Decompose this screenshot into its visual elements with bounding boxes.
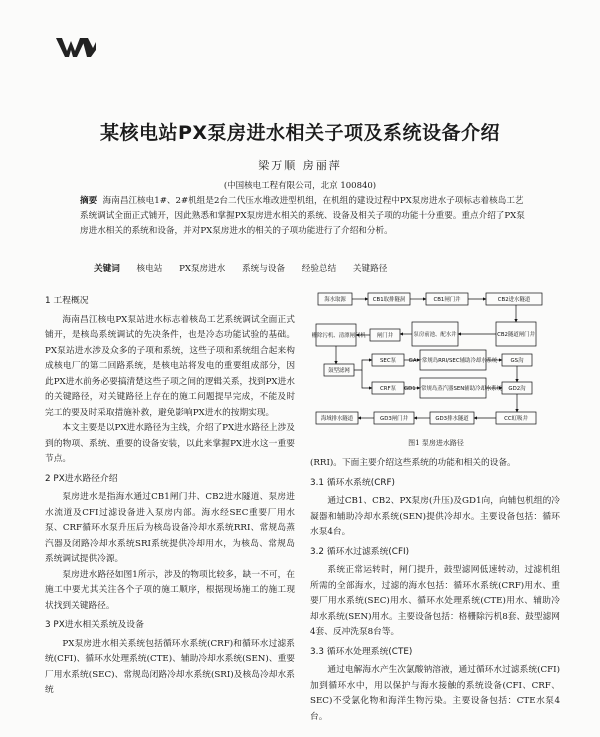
box-ga-system: GA一常规岛RRI/SEC辅助冷却水系统 [408, 358, 498, 364]
box-gd3-gate: GD3闸门井 [380, 416, 408, 422]
affiliation: (中国核电工程有限公司，北京 100840) [223, 181, 377, 191]
box-gd2-channel: GD2沟 [508, 386, 526, 392]
box-pump-forebay: 泵房前池、配水井 [413, 332, 457, 338]
keywords-label: 关键词 [94, 264, 120, 274]
keyword: 经验总结 [301, 264, 337, 274]
paragraph: 通过CB1、CB2、PX泵房(升压)及GD1向，向辅包机组的冷凝器和辅助冷却水系统(SEN)提供冷却水。主要设备包括：循环水泵4台。 [310, 496, 560, 537]
right-column [310, 456, 560, 725]
box-gd3-drain: GD3排水隧道 [435, 416, 469, 422]
keyword: 系统与设备 [242, 264, 286, 274]
paragraph: 本文主要是以PX进水路径为主线，介绍了PX进水路径上涉及到的物项、系统、重要的设备安装，以此来掌握PX进水这一重要节点。 [45, 423, 295, 464]
figure-caption: 图1 泵房进水路径 [408, 439, 464, 447]
keyword: PX泵房进水 [179, 264, 226, 274]
box-cb1-tunnel: CB1取排隧洞 [372, 297, 406, 303]
box-sea-drain: 海域排水隧道 [320, 416, 354, 422]
box-gs-channel: GS沟 [510, 358, 524, 364]
paragraph: (RRI)。下面主要介绍这些系统的功能和相关的设备。 [310, 458, 516, 468]
flow-diagram-svg [312, 288, 560, 440]
keyword: 关键路径 [352, 264, 388, 274]
authors: 梁万顺 房丽萍 [258, 159, 342, 172]
paragraph: 系统正常运转时，闸门提升，鼓型滤网低速转动，过滤机组所需的全部海水，过滤的海水包括：循环水系统(CRF)用水、重要厂用水系统(SEC)用水、循环水处理系统(CTE)用水、辅助冷却水系统(SEN)用水。主要设备包括：格栅除污机8套、鼓型滤网4套、反冲洗泵8台等。 [310, 565, 560, 637]
section-heading: 3.3 循环水处理系统(CTE) [310, 646, 413, 657]
box-cc-siphon: CC虹吸井 [504, 416, 528, 422]
abstract-text: 海南昌江核电1#、2#机组是2台二代压水堆改进型机组，在机组的建设过程中PX泵房进水子项标志着核岛工艺系统调试全面正式铺开，因此熟悉和掌握PX泵房进水相关的系统、设备及相关子项的功能十分重要。重点介绍了PX泵房进水相关的系统和设备，并对PX泵房进水的相关的子项功能进行了介绍和分析。 [80, 196, 525, 236]
box-grid-cleaner: 格栅除污机、清漂闸门机 [312, 333, 366, 339]
keyword: 核电站 [136, 264, 163, 274]
journal-logo [56, 36, 96, 58]
section-heading: 3.2 循环水过滤系统(CFI) [310, 546, 410, 557]
abstract [80, 194, 532, 239]
paragraph: 通过电解海水产生次氯酸钠溶液，通过循环水过滤系统(CFI)加到循环水中，用以保护与海水接触的系统设备(CFI、CRF、SEC)不受氯化物和海洋生物污染。主要设备包括：CTE水泵4台。 [310, 665, 560, 722]
section-heading: 3 PX进水相关系统及设备 [45, 620, 144, 630]
box-sea-intake: 海水取源 [324, 297, 346, 303]
box-cb1-gate: CB1闸门井 [433, 297, 461, 303]
paragraph: 泵房进水路径如图1所示，涉及的物项比较多，缺一不可，在施工中要尤其关注各个子项的施工顺序，根据现场施工的施工现状找到关键路径。 [45, 569, 295, 611]
box-sec-pump: SEC泵 [380, 358, 396, 364]
abstract-label: 摘要 [80, 196, 98, 206]
keywords [94, 262, 534, 276]
paper-title: 某核电站PX泵房进水相关子项及系统设备介绍 [99, 122, 501, 144]
section-heading: 2 PX进水路径介绍 [45, 473, 118, 484]
figure-flow-diagram [312, 288, 560, 440]
box-cb2-tunnel: CB2进水隧道 [497, 297, 531, 303]
paragraph: 泵房进水是指海水通过CB1闸门井、CB2进水隧道、泵房进水流道及CFI过滤设备进入泵房内部。海水经SEC重要厂用水泵、CRF循环水泵升压后为核岛设备冷却水系统RRI、常规岛蒸汽器及闭路冷却水系统SRI系统提供冷却用水，为核岛、常规岛系统调试提供冷源。 [45, 492, 295, 564]
box-drum-screen: 鼓型滤网 [328, 368, 350, 374]
left-column [45, 290, 295, 699]
section-heading: 1 工程概况 [45, 296, 89, 306]
paragraph: PX泵房进水相关系统包括循环水系统(CRF)和循环水过滤系统(CFI)、循环水处理系统(CTE)、辅助冷却水系统(SEN)、重要厂用水系统(SEC)、常规岛闭路冷却水系统(SRI)及核岛冷却水系统 [45, 638, 295, 695]
box-gd1-system: GD1一常规岛蒸汽器SEN辅助冷却水系统 [403, 386, 503, 392]
box-gate-well: 闸门井 [376, 333, 394, 339]
paragraph: 海南昌江核电PX泵站进水标志着核岛工艺系统调试全面正式铺开，是核岛系统调试的先决条件，也是冷态功能试验的基础。PX泵站进水涉及众多的子项和系统，这些子项和系统组合起来构成核电厂的第二回路系统，是核电站将发电的重要组成部分，因此PX进水前务必要搞清楚这些子项之间的逻辑关系，找到PX进水的关键路径，对关键路径上存在的施工问题提早完成，不能及时完工的要及时采取措施补救，避免影响PX进水的按期实现。 [45, 314, 295, 418]
box-crf-pump: CRF泵 [379, 386, 397, 392]
section-heading: 3.1 循环水系统(CRF) [310, 477, 395, 488]
box-cb2-gate: CB2隧道闸门井 [497, 332, 535, 338]
